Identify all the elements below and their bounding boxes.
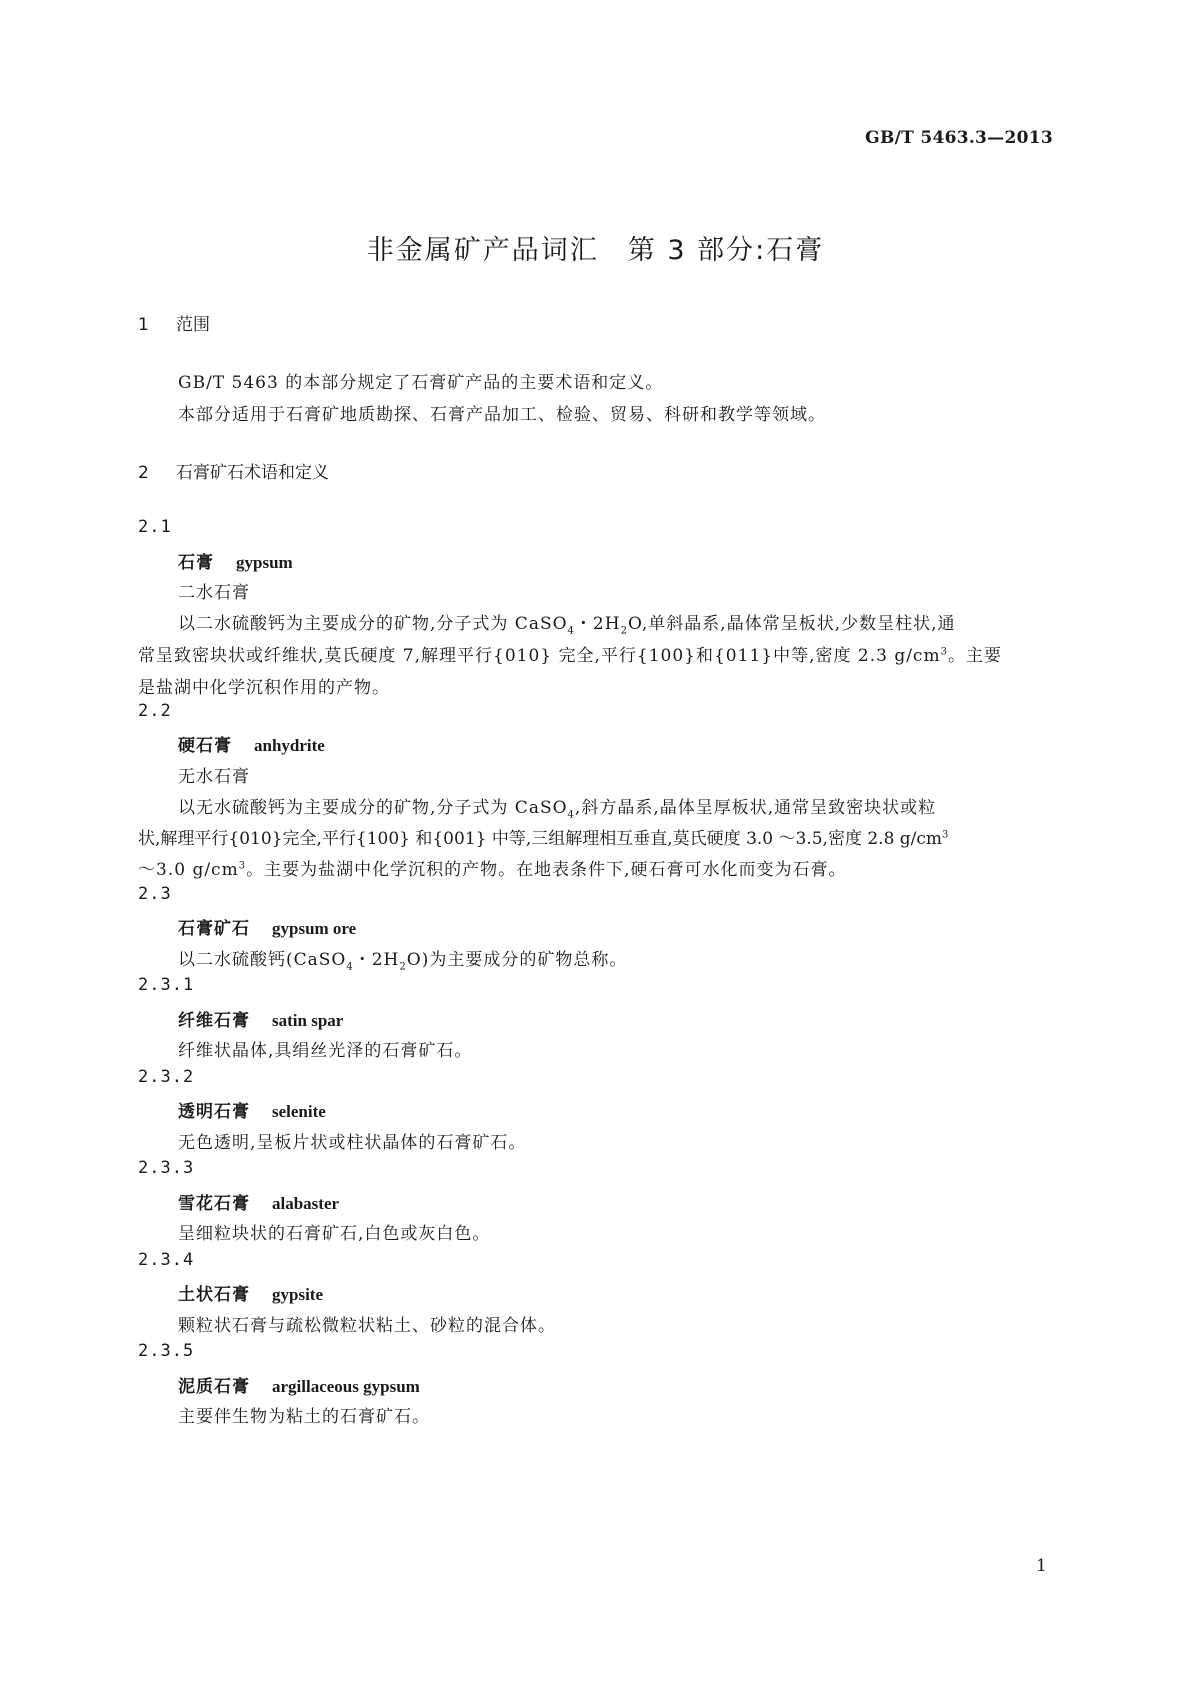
term-entry	[178, 1189, 339, 1214]
term-english: anhydrite	[254, 736, 325, 755]
section-number: 1	[138, 315, 149, 335]
page-number: 1	[1036, 1556, 1047, 1576]
term-number: 2.1	[138, 517, 172, 537]
term-synonym: 无水石膏	[178, 767, 250, 787]
term-number: 2.3.2	[138, 1067, 195, 1087]
definition-text: 状,解理平行{010}完全,平行{100} 和{001} 中等,三组解理相互垂直,莫氏硬度 3.0 ～3.5,密度 2.8 g/cm	[138, 829, 943, 849]
definition-text: ・2H	[353, 950, 400, 970]
term-chinese: 纤维石膏	[178, 1011, 250, 1031]
term-definition-line	[138, 641, 1002, 666]
term-number: 2.3.4	[138, 1250, 195, 1270]
term-english: gypsite	[272, 1285, 323, 1304]
section-title: 石膏矿石术语和定义	[176, 463, 329, 483]
definition-text: ～3.0 g/cm	[138, 860, 239, 880]
definition-text: O,单斜晶系,晶体常呈板状,少数呈柱状,通	[627, 614, 956, 634]
definition-text: ・2H	[574, 614, 621, 634]
term-definition-line	[178, 609, 956, 636]
section-1-heading	[138, 310, 210, 335]
term-english: selenite	[272, 1102, 326, 1121]
term-definition-line	[138, 855, 846, 880]
term-entry	[178, 914, 356, 939]
definition-text: ,斜方晶系,晶体呈厚板状,通常呈致密块状或粒	[574, 798, 937, 818]
term-number: 2.3	[138, 884, 172, 904]
term-definition: 无色透明,呈板片状或柱状晶体的石膏矿石。	[178, 1133, 527, 1153]
definition-text: 常呈致密块状或纤维状,莫氏硬度 7,解理平行{010} 完全,平行{100}和{011}中等,密度 2.3 g/cm	[138, 646, 941, 666]
term-chinese: 透明石膏	[178, 1102, 250, 1122]
term-entry	[178, 731, 325, 756]
term-chinese: 石膏矿石	[178, 919, 250, 939]
term-definition: 主要伴生物为粘土的石膏矿石。	[178, 1407, 430, 1427]
standard-code: GB/T 5463.3—2013	[865, 128, 1053, 148]
definition-text: 以二水硫酸钙为主要成分的矿物,分子式为 CaSO	[178, 614, 568, 634]
term-chinese: 土状石膏	[178, 1285, 250, 1305]
term-chinese: 硬石膏	[178, 736, 232, 756]
term-number: 2.3.3	[138, 1158, 195, 1178]
definition-text: 。主要	[947, 646, 1002, 666]
definition-text: 以无水硫酸钙为主要成分的矿物,分子式为 CaSO	[178, 798, 568, 818]
term-number: 2.2	[138, 701, 172, 721]
section-2-heading	[138, 458, 329, 483]
section-title: 范围	[176, 315, 210, 335]
term-number: 2.3.1	[138, 975, 195, 995]
term-chinese: 雪花石膏	[178, 1194, 250, 1214]
subscript: 4	[567, 809, 575, 821]
subscript: 4	[567, 625, 575, 637]
definition-text: 。主要为盐湖中化学沉积的产物。在地表条件下,硬石膏可水化而变为石膏。	[246, 860, 847, 880]
term-definition-line	[138, 824, 948, 849]
term-entry	[178, 548, 293, 573]
term-chinese: 泥质石膏	[178, 1377, 250, 1397]
section-number: 2	[138, 463, 149, 483]
term-english: alabaster	[272, 1194, 340, 1213]
document-title: 非金属矿产品词汇 第 3 部分:石膏	[366, 235, 825, 266]
scope-paragraph-2: 本部分适用于石膏矿地质勘探、石膏产品加工、检验、贸易、科研和教学等领域。	[178, 405, 826, 425]
term-number: 2.3.5	[138, 1341, 195, 1361]
term-definition-line	[178, 793, 936, 820]
term-definition: 呈细粒块状的石膏矿石,白色或灰白色。	[178, 1224, 491, 1244]
superscript: 3	[238, 860, 247, 872]
definition-text: 以二水硫酸钙(CaSO	[178, 950, 347, 970]
subscript: 2	[620, 625, 628, 637]
term-entry	[178, 1006, 343, 1031]
term-entry	[178, 1097, 326, 1122]
superscript: 3	[940, 646, 948, 658]
term-definition: 纤维状晶体,具绢丝光泽的石膏矿石。	[178, 1041, 473, 1061]
term-english: satin spar	[272, 1011, 344, 1030]
term-english: gypsum	[236, 553, 293, 572]
term-english: gypsum ore	[272, 919, 357, 938]
superscript: 3	[942, 829, 949, 841]
subscript: 4	[346, 961, 354, 973]
definition-text: O)为主要成分的矿物总称。	[406, 950, 628, 970]
term-definition	[178, 945, 627, 972]
term-definition: 颗粒状石膏与疏松微粒状粘土、砂粒的混合体。	[178, 1316, 556, 1336]
term-english: argillaceous gypsum	[272, 1377, 420, 1396]
term-entry	[178, 1280, 323, 1305]
term-definition-line: 是盐湖中化学沉积作用的产物。	[138, 678, 390, 698]
term-chinese: 石膏	[178, 553, 214, 573]
term-entry	[178, 1372, 420, 1397]
term-synonym: 二水石膏	[178, 583, 250, 603]
scope-paragraph-1: GB/T 5463 的本部分规定了石膏矿产品的主要术语和定义。	[178, 373, 664, 393]
subscript: 2	[399, 961, 407, 973]
